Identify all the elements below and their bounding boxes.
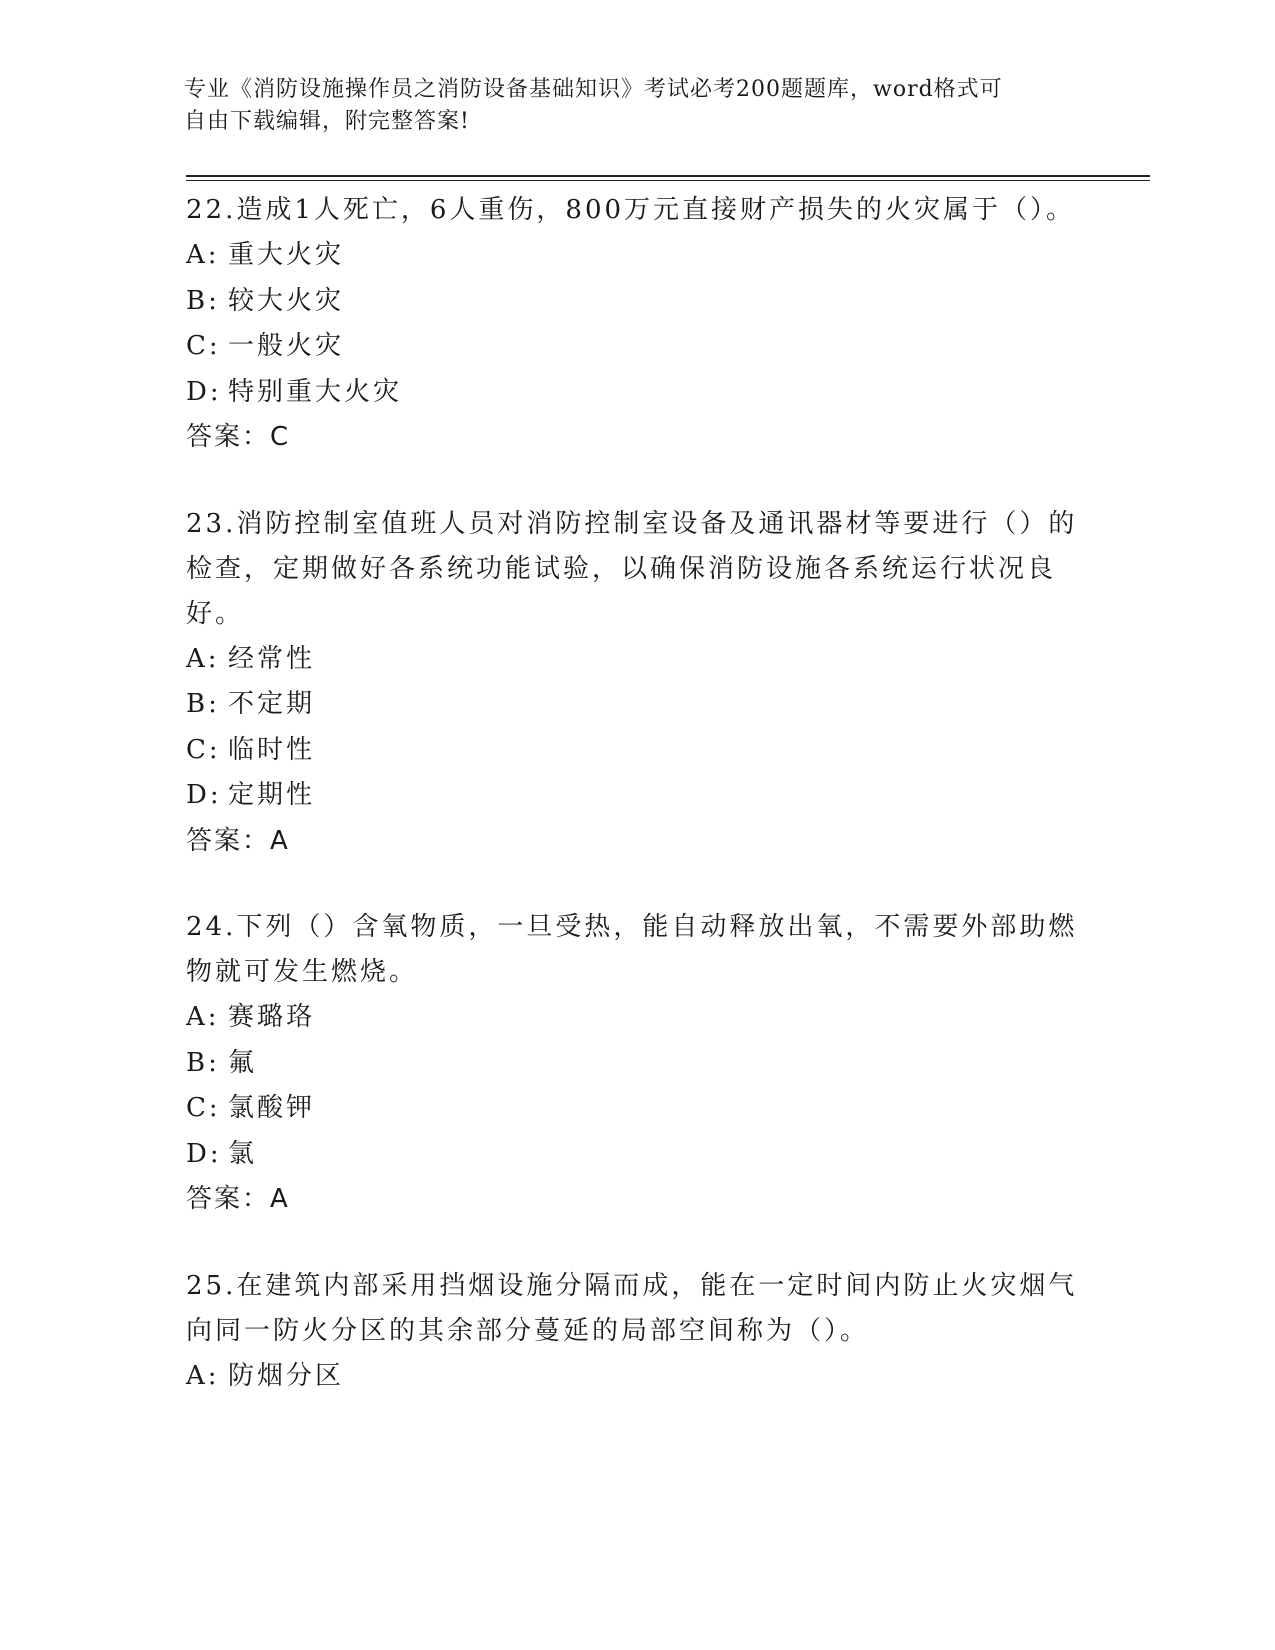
option-letter: D: bbox=[186, 1138, 222, 1169]
option-d bbox=[186, 370, 1086, 416]
option-text: 特别重大火灾 bbox=[228, 376, 403, 407]
option-letter: B: bbox=[186, 689, 220, 719]
option-text: 较大火灾 bbox=[228, 285, 345, 316]
option-a bbox=[186, 233, 1086, 279]
option-text: 重大火灾 bbox=[228, 240, 345, 270]
option-text: 经常性 bbox=[228, 643, 316, 674]
option-d bbox=[186, 773, 1086, 819]
option-text: 赛璐珞 bbox=[228, 1002, 316, 1032]
option-letter: A: bbox=[186, 1360, 220, 1391]
answer-label: 答案：C bbox=[186, 422, 291, 452]
question-stem: 25.在建筑内部采用挡烟设施分隔而成，能在一定时间内防止火灾烟气向同一防火分区的其余部分蔓延的局部空间称为（）。 bbox=[186, 1270, 1078, 1346]
option-letter: C: bbox=[186, 734, 221, 765]
option-text: 氯 bbox=[228, 1138, 258, 1169]
question-25 bbox=[186, 1264, 1086, 1400]
question-stem: 24.下列（）含氧物质，一旦受热，能自动释放出氧，不需要外部助燃物就可发生燃烧。 bbox=[186, 912, 1078, 987]
option-letter: A: bbox=[186, 240, 220, 270]
option-text: 不定期 bbox=[228, 689, 316, 719]
answer-label: 答案：A bbox=[186, 1184, 290, 1214]
option-letter: D: bbox=[186, 376, 222, 407]
question-23 bbox=[186, 502, 1086, 865]
option-c bbox=[186, 728, 1086, 774]
option-text: 氟 bbox=[228, 1047, 258, 1078]
option-c bbox=[186, 324, 1086, 370]
option-b bbox=[186, 1041, 1086, 1087]
option-text: 氯酸钾 bbox=[228, 1093, 316, 1123]
question-24 bbox=[186, 905, 1086, 1223]
header-line-1: 专业《消防设施操作员之消防设备基础知识》考试必考200题题库，word格式可 bbox=[184, 77, 1003, 102]
option-letter: B: bbox=[186, 1047, 220, 1078]
option-letter: C: bbox=[186, 1093, 221, 1123]
option-letter: D: bbox=[186, 780, 222, 810]
option-letter: A: bbox=[186, 1002, 220, 1032]
option-a bbox=[186, 1354, 1086, 1400]
option-d bbox=[186, 1132, 1086, 1178]
answer-label: 答案：A bbox=[186, 825, 290, 856]
option-letter: A: bbox=[186, 643, 220, 674]
question-22 bbox=[186, 188, 1086, 461]
question-list bbox=[186, 188, 1086, 1440]
question-stem: 23.消防控制室值班人员对消防控制室设备及通讯器材等要进行（）的检查，定期做好各系统功能试验，以确保消防设施各系统运行状况良好。 bbox=[186, 508, 1078, 629]
option-text: 定期性 bbox=[228, 780, 316, 810]
option-a bbox=[186, 637, 1086, 683]
header-divider-thick bbox=[186, 175, 1150, 177]
option-letter: C: bbox=[186, 331, 221, 361]
question-stem: 22.造成1人死亡，6人重伤，800万元直接财产损失的火灾属于（）。 bbox=[186, 195, 1076, 225]
document-header bbox=[184, 74, 1064, 138]
option-text: 临时性 bbox=[228, 734, 316, 765]
option-b bbox=[186, 279, 1086, 325]
option-b bbox=[186, 682, 1086, 728]
header-line-2: 自由下载编辑，附完整答案! bbox=[184, 109, 470, 134]
option-text: 防烟分区 bbox=[228, 1360, 345, 1391]
option-letter: B: bbox=[186, 285, 220, 316]
option-a bbox=[186, 995, 1086, 1041]
header-divider-thin bbox=[186, 180, 1150, 181]
option-c bbox=[186, 1086, 1086, 1132]
option-text: 一般火灾 bbox=[228, 331, 345, 361]
